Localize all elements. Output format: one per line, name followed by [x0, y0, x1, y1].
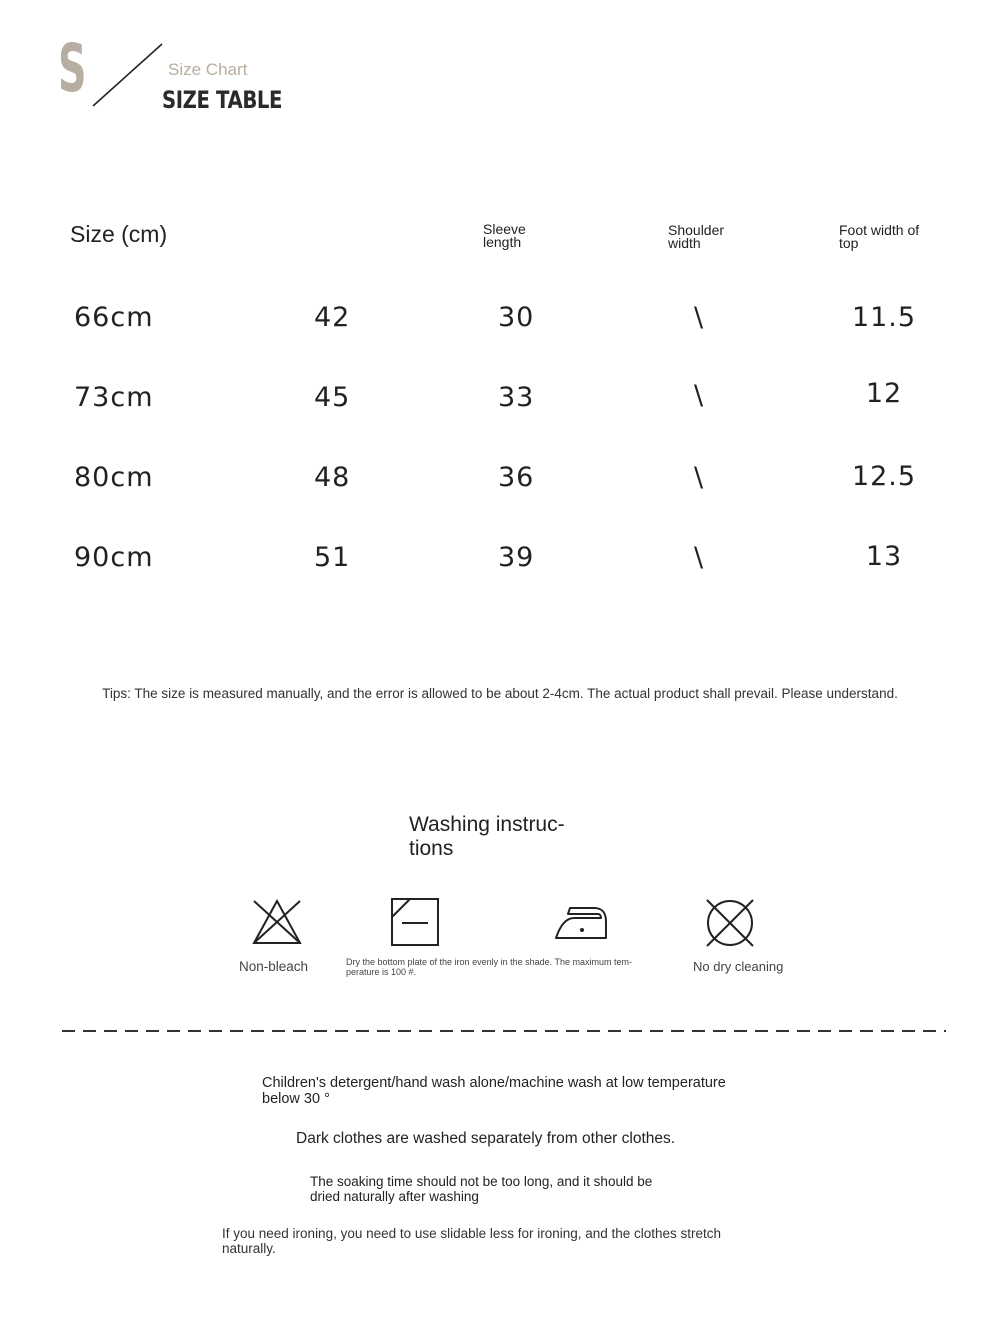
logo-letter: S [58, 30, 87, 107]
no-dry-clean-icon [704, 897, 756, 949]
header-foot-line1: Foot width of [839, 222, 920, 238]
shoulder-cell: \ [694, 542, 705, 573]
sleeve-cell: 36 [498, 462, 535, 493]
header-sleeve-line2: length [483, 234, 522, 250]
size-cell: 66cm [74, 302, 154, 333]
header-shoulder-line2: width [668, 235, 701, 251]
shoulder-cell: \ [694, 380, 705, 411]
foot-cell: 12 [865, 378, 903, 409]
note-dark-clothes: Dark clothes are washed separately from other clothes. [296, 1130, 676, 1147]
note-detergent-line2: below 30 ° [262, 1091, 330, 1107]
foot-cell: 13 [865, 541, 903, 572]
sleeve-cell: 30 [498, 302, 535, 333]
logo-slash-line [90, 40, 170, 110]
note-ironing [222, 1226, 782, 1256]
note-ironing-line1: If you need ironing, you need to use slidable less for ironing, and the clothes stretch [222, 1226, 722, 1241]
no-dry-clean-caption: No dry cleaning [693, 959, 784, 974]
size-table-title: SIZE TABLE [162, 86, 283, 114]
note-soaking [310, 1174, 730, 1204]
washing-title-line2: tions [409, 837, 454, 860]
washing-title-line1: Washing instruc- [409, 813, 565, 836]
non-bleach-caption: Non-bleach [239, 959, 309, 974]
header-sleeve-line1: Sleeve [483, 221, 526, 237]
length-cell: 45 [314, 382, 351, 413]
note-soaking-line1: The soaking time should not be too long, and it should be [310, 1174, 653, 1189]
foot-cell: 11.5 [851, 302, 917, 333]
dry-shade-caption-line2: perature is 100 #. [346, 967, 417, 977]
dry-shade-caption-line1: Dry the bottom plate of the iron evenly in the shade. The maximum tem- [346, 957, 632, 967]
header-foot-line2: top [839, 235, 859, 251]
sleeve-cell: 33 [498, 382, 535, 413]
sleeve-cell: 39 [498, 542, 535, 573]
size-cell: 73cm [74, 382, 154, 413]
size-tips: Tips: The size is measured manually, and the error is allowed to be about 2-4cm. The actual product shall prevail. Please understand. [102, 686, 898, 701]
header-sleeve-length [483, 223, 553, 249]
note-ironing-line2: naturally. [222, 1241, 276, 1256]
header-foot-width [839, 224, 939, 250]
size-cell: 80cm [74, 462, 154, 493]
iron-low-icon [554, 904, 608, 942]
size-cell: 90cm [74, 542, 154, 573]
header-size: Size (cm) [70, 221, 168, 247]
size-chart-subtitle: Size Chart [168, 60, 248, 79]
foot-cell: 12.5 [851, 461, 917, 492]
note-detergent-line1: Children's detergent/hand wash alone/machine wash at low temperature [262, 1075, 726, 1091]
shoulder-cell: \ [694, 462, 705, 493]
dashed-divider [62, 1030, 946, 1032]
length-cell: 51 [314, 542, 351, 573]
line-dry-shade-icon [390, 897, 442, 949]
shoulder-cell: \ [694, 302, 705, 333]
washing-title [409, 813, 599, 861]
header-shoulder-width [668, 224, 748, 250]
no-bleach-icon [251, 897, 303, 949]
length-cell: 48 [314, 462, 351, 493]
length-cell: 42 [314, 302, 351, 333]
note-detergent [262, 1075, 762, 1107]
header-shoulder-line1: Shoulder [668, 222, 725, 238]
note-soaking-line2: dried naturally after washing [310, 1189, 479, 1204]
dry-shade-caption [346, 957, 686, 977]
